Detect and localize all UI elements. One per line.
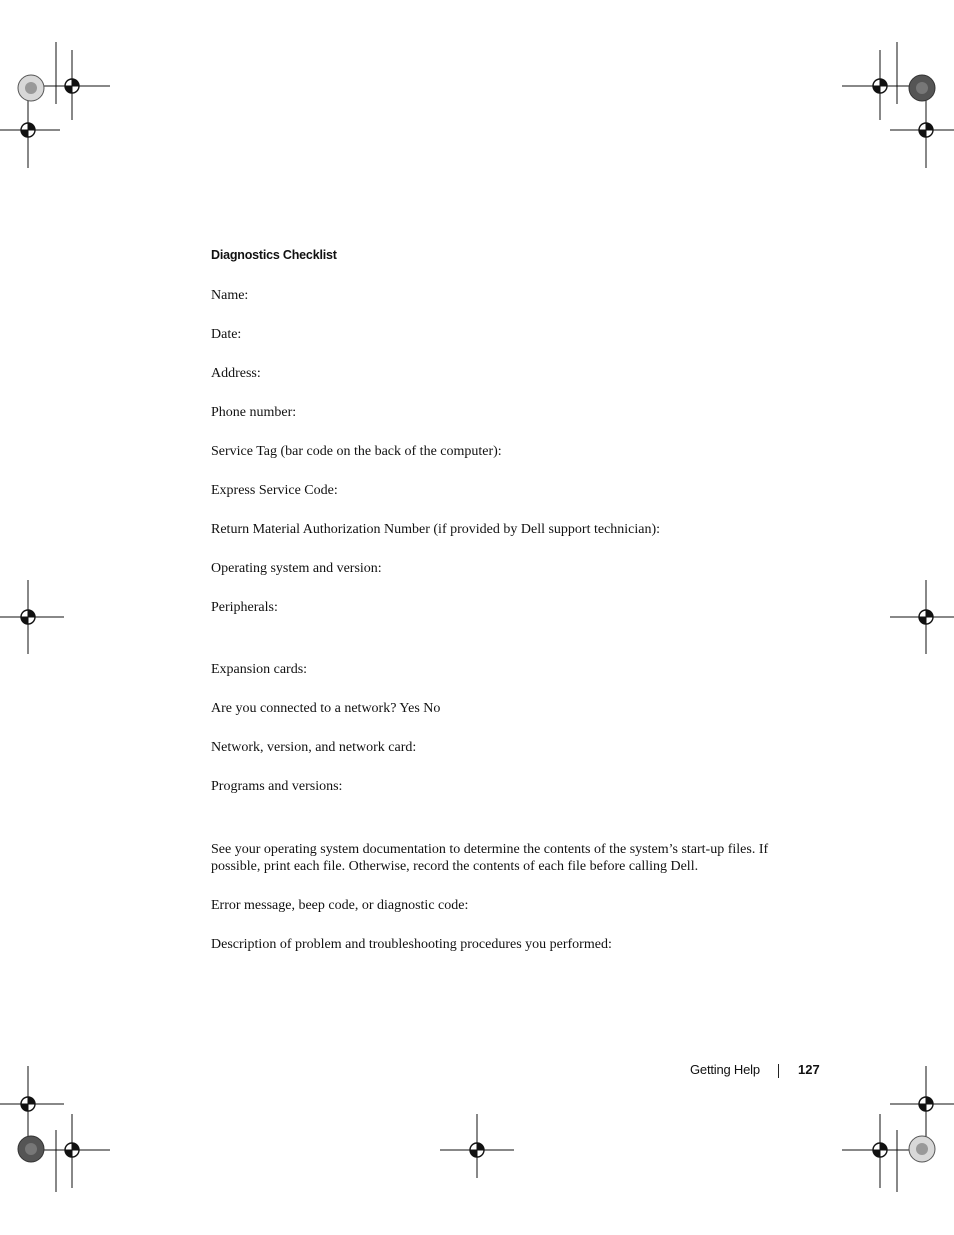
field-phone-number: Phone number: <box>211 405 297 420</box>
field-name: Name: <box>211 288 249 303</box>
field-network-version: Network, version, and network card: <box>211 740 417 755</box>
field-operating-system: Operating system and version: <box>211 561 382 576</box>
footer-divider <box>778 1064 779 1078</box>
field-peripherals: Peripherals: <box>211 600 278 615</box>
page-number: 127 <box>798 1062 820 1077</box>
field-expansion-cards: Expansion cards: <box>211 662 308 677</box>
field-problem-description: Description of problem and troubleshooting procedures you performed: <box>211 937 612 952</box>
footer-section-title: Getting Help <box>690 1062 760 1077</box>
field-error-message: Error message, beep code, or diagnostic code: <box>211 898 469 913</box>
field-address: Address: <box>211 366 261 381</box>
field-network-connected: Are you connected to a network? Yes No <box>211 701 441 716</box>
field-service-tag: Service Tag (bar code on the back of the computer): <box>211 444 502 459</box>
field-programs-versions: Programs and versions: <box>211 779 343 794</box>
field-rma-number: Return Material Authorization Number (if provided by Dell support technician): <box>211 522 661 537</box>
field-express-service-code: Express Service Code: <box>211 483 338 498</box>
field-date: Date: <box>211 327 242 342</box>
checklist-heading: Diagnostics Checklist <box>211 248 337 262</box>
startup-files-note: See your operating system documentation to determine the contents of the system’s start-up files. If possible, print each file. Otherwise, record the contents of each file before calling Dell. <box>211 842 769 874</box>
